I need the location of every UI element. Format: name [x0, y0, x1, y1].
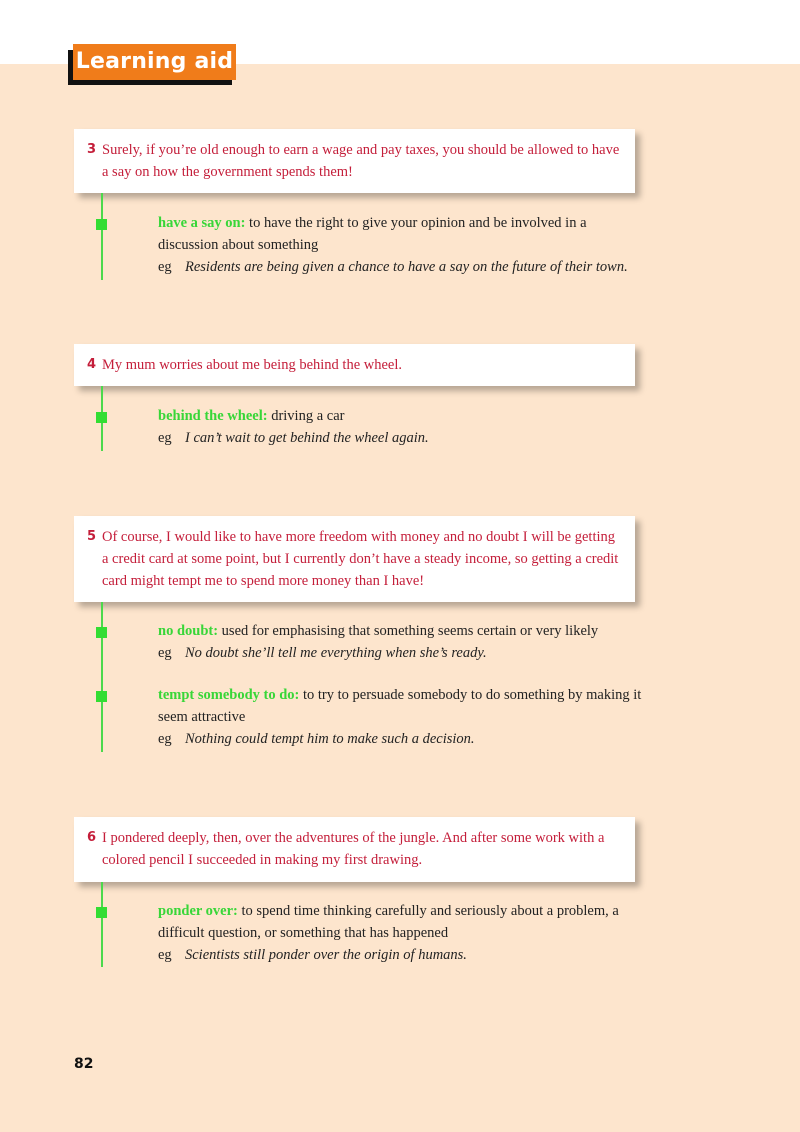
question-number: 6 [87, 830, 97, 845]
example-label: eg [158, 645, 172, 661]
question-box-4 [74, 344, 635, 386]
vocab-term: have a say on: [158, 215, 246, 231]
example-sentence: No doubt she’ll tell me everything when she’s ready. [185, 645, 487, 661]
example-label: eg [158, 430, 172, 446]
entry-bullet-icon [96, 907, 107, 918]
vocab-term: behind the wheel: [158, 408, 268, 424]
example-sentence: I can’t wait to get behind the wheel again. [185, 430, 429, 446]
entry-connector-line [101, 602, 103, 752]
entry-connector-line [101, 882, 103, 967]
question-number: 4 [87, 357, 97, 372]
question-text: Surely, if you’re old enough to earn a wage and pay taxes, you should be allowed to have a say on how the government spends them! [102, 142, 620, 180]
vocab-entry [158, 405, 648, 449]
vocab-entry [158, 900, 648, 966]
example-label: eg [158, 731, 172, 747]
question-box-3 [74, 129, 635, 193]
vocab-definition: driving a car [271, 408, 345, 424]
vocab-definition: to spend time thinking carefully and seriously about a problem, a difficult question, or something that has happened [158, 903, 619, 941]
vocab-entry [158, 212, 648, 278]
example-label: eg [158, 259, 172, 275]
question-text: My mum worries about me being behind the wheel. [102, 357, 403, 373]
example-sentence: Nothing could tempt him to make such a decision. [185, 731, 475, 747]
vocab-term: ponder over: [158, 903, 238, 919]
vocab-definition: to try to persuade somebody to do something by making it seem attractive [158, 687, 642, 725]
entry-bullet-icon [96, 627, 107, 638]
question-number: 5 [87, 529, 97, 544]
vocab-term: no doubt: [158, 623, 219, 639]
question-box-6 [74, 817, 635, 882]
question-number: 3 [87, 142, 97, 157]
example-sentence: Residents are being given a chance to have a say on the future of their town. [185, 259, 628, 275]
learning-aid-tag: Learning aid [73, 44, 236, 80]
page-number: 82 [74, 1056, 94, 1072]
entry-bullet-icon [96, 412, 107, 423]
entry-bullet-icon [96, 219, 107, 230]
vocab-term: tempt somebody to do: [158, 687, 300, 703]
vocab-definition: used for emphasising that something seems certain or very likely [221, 623, 599, 639]
question-text: I pondered deeply, then, over the adventures of the jungle. And after some work with a colored pencil I succeeded in making my first drawing. [102, 830, 605, 868]
question-box-5 [74, 516, 635, 602]
vocab-definition: to have the right to give your opinion and be involved in a discussion about something [158, 215, 587, 253]
entry-connector-line [101, 193, 103, 280]
question-text: Of course, I would like to have more freedom with money and no doubt I will be getting a credit card at some point, but I currently don’t have a steady income, so getting a credit card might tempt me to spend more money than I have! [102, 529, 619, 589]
example-label: eg [158, 947, 172, 963]
vocab-entry [158, 620, 648, 664]
example-sentence: Scientists still ponder over the origin of humans. [185, 947, 467, 963]
entry-bullet-icon [96, 691, 107, 702]
vocab-entry [158, 684, 648, 750]
